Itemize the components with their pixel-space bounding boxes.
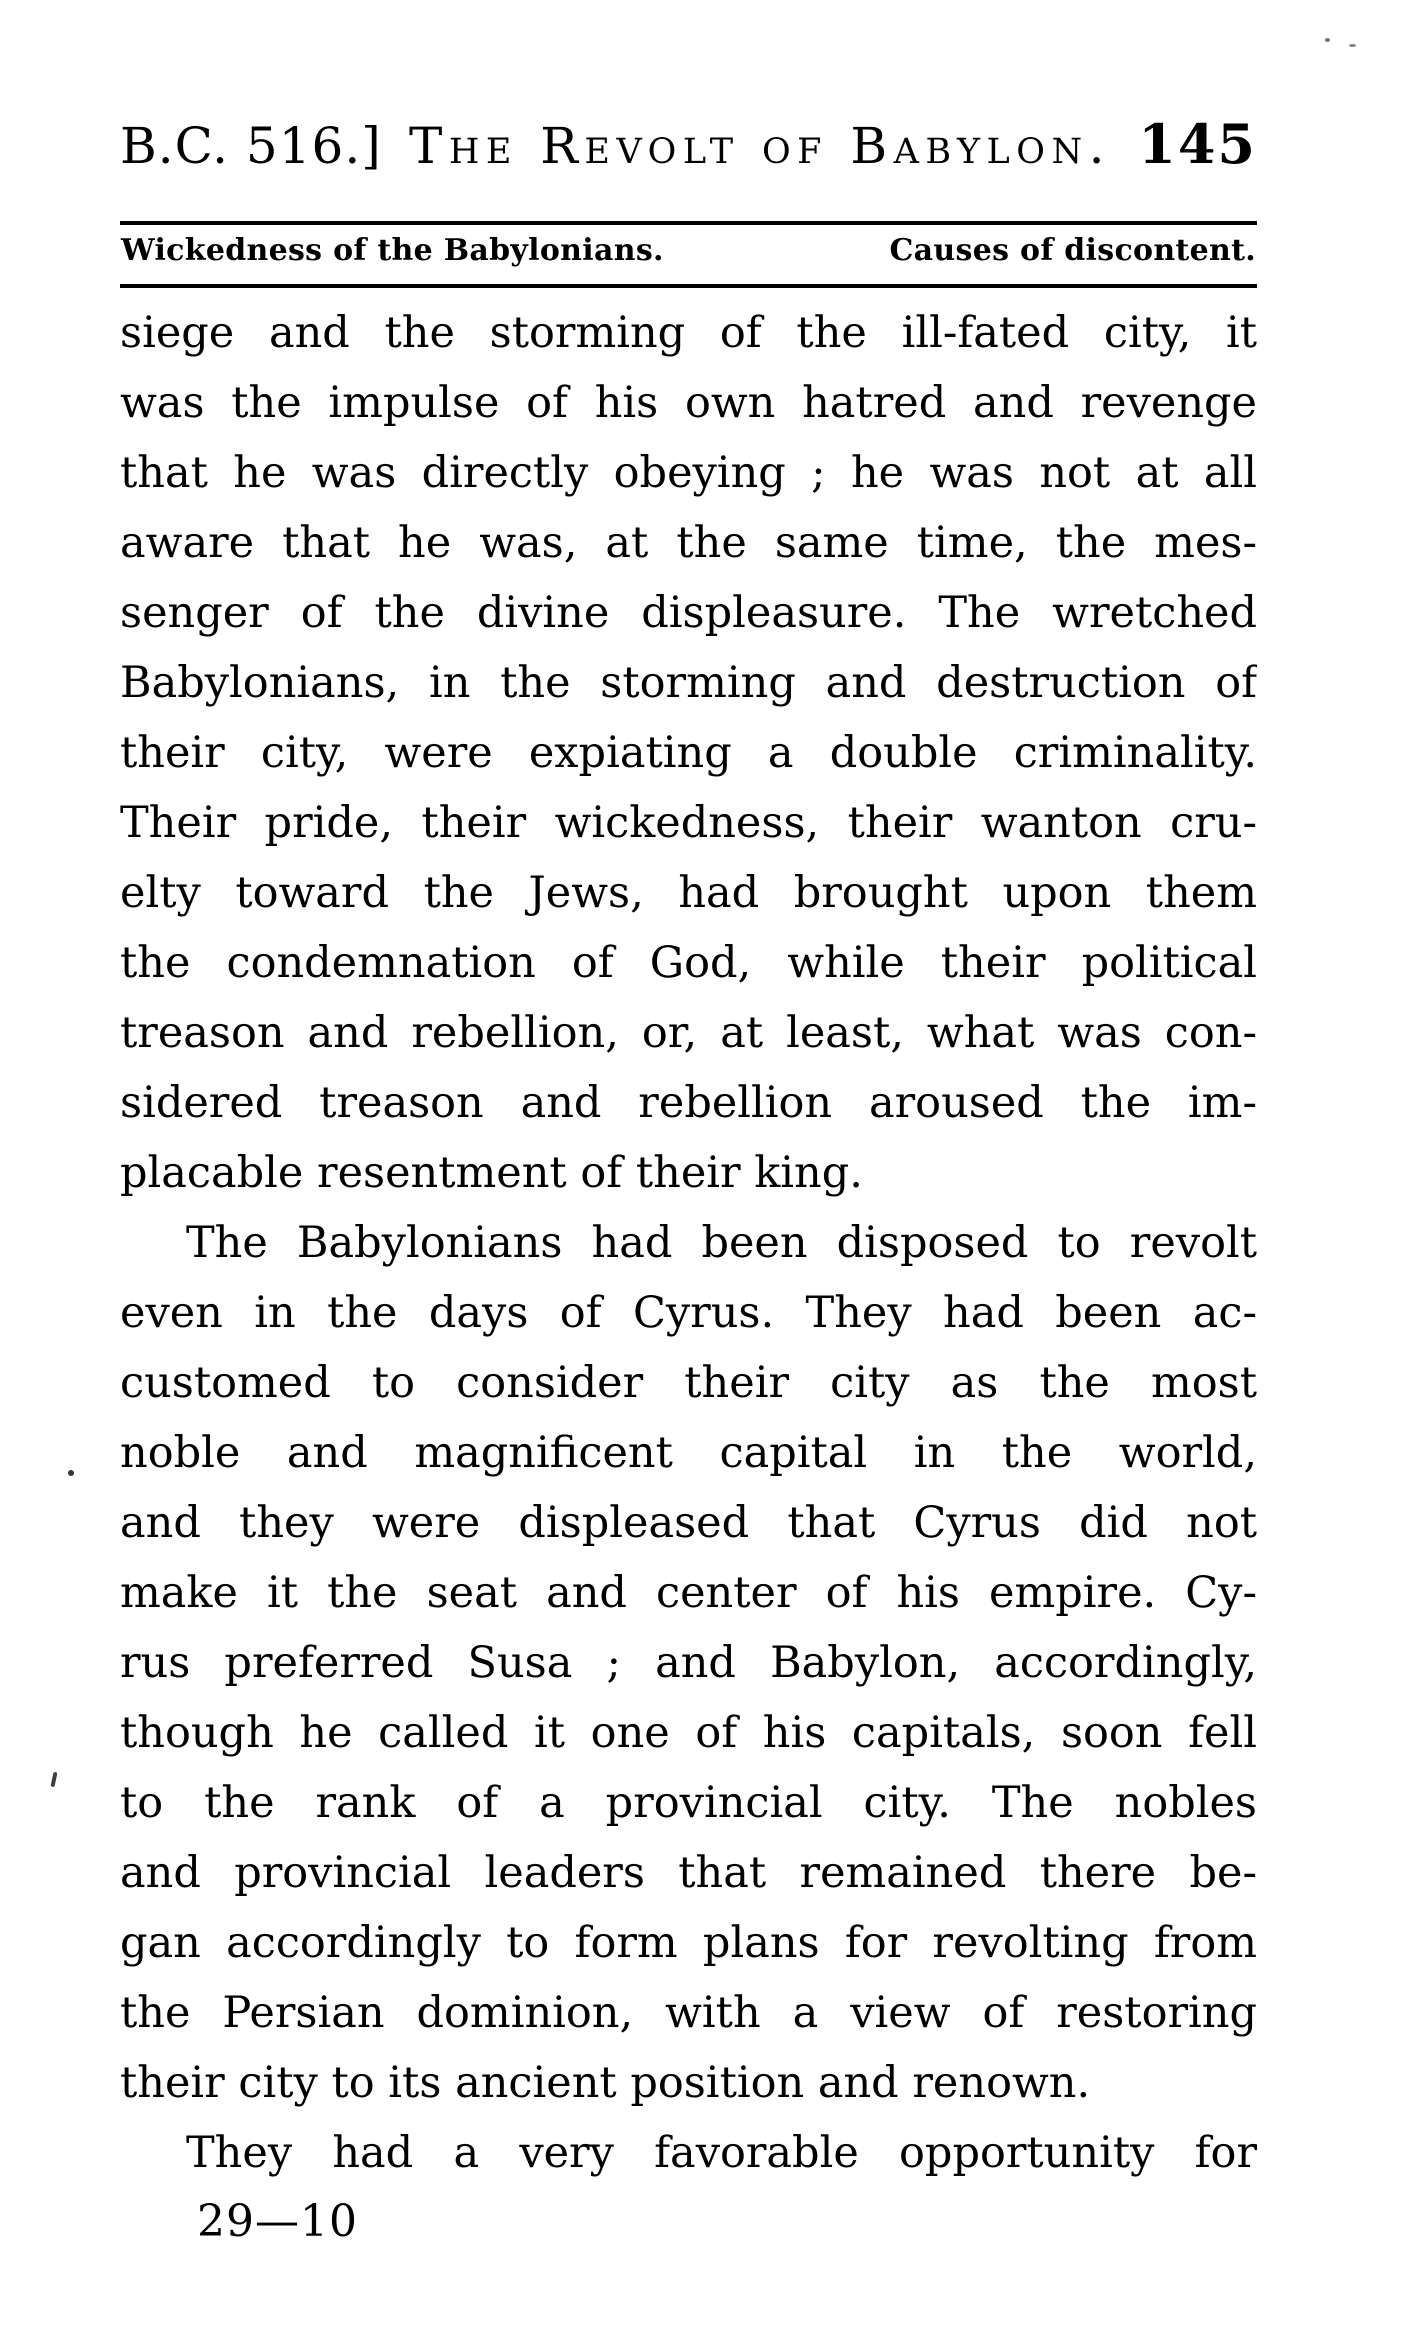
page-number: 145: [1138, 112, 1257, 176]
running-head-left: Wickedness of the Babylonians.: [121, 233, 664, 268]
text-line: the condemnation of God, while their political: [120, 938, 1257, 988]
body-text: [120, 298, 1257, 2188]
text-line: gan accordingly to form plans for revolting from: [120, 1918, 1257, 1968]
text-line: and provincial leaders that remained there be-: [120, 1848, 1257, 1898]
text-line: They had a very favorable opportunity for: [186, 2128, 1257, 2178]
text-line: the Persian dominion, with a view of restoring: [120, 1988, 1257, 2038]
scan-speck: [1325, 38, 1330, 42]
text-line: that he was directly obeying ; he was not at all: [120, 448, 1257, 498]
text-line: was the impulse of his own hatred and revenge: [120, 378, 1257, 428]
chapter-title: The Revolt of Babylon.: [408, 117, 1112, 175]
scan-speck: [68, 1470, 74, 1476]
text-line: noble and magnificent capital in the world,: [120, 1428, 1257, 1478]
era-label: B.C. 516.]: [120, 117, 382, 175]
text-line: even in the days of Cyrus. They had been ac-: [120, 1288, 1257, 1338]
text-line: their city, were expiating a double criminality.: [120, 728, 1257, 778]
text-line: treason and rebellion, or, at least, what was con-: [120, 1008, 1257, 1058]
text-line: Babylonians, in the storming and destruction of: [120, 658, 1257, 708]
signature-mark: 29—10: [197, 2196, 358, 2247]
running-heads: [121, 233, 1256, 268]
text-line: aware that he was, at the same time, the mes-: [120, 518, 1257, 568]
text-line: their city to its ancient position and renown.: [120, 2058, 1091, 2108]
text-line: The Babylonians had been disposed to revolt: [186, 1218, 1257, 1268]
text-line: customed to consider their city as the most: [120, 1358, 1257, 1408]
text-line: rus preferred Susa ; and Babylon, accordingly,: [120, 1638, 1257, 1688]
text-line: and they were displeased that Cyrus did not: [120, 1498, 1257, 1548]
text-line: siege and the storming of the ill-fated city, it: [120, 308, 1257, 358]
running-head-right: Causes of discontent.: [889, 233, 1256, 268]
scan-speck: [1349, 44, 1356, 47]
text-line: placable resentment of their king.: [120, 1148, 863, 1198]
text-line: elty toward the Jews, had brought upon them: [120, 868, 1257, 918]
divider-rule-top: [120, 221, 1257, 225]
text-line: make it the seat and center of his empire. Cy-: [120, 1568, 1257, 1618]
scan-speck: [50, 1772, 57, 1788]
page-header: [120, 112, 1257, 176]
divider-rule-bottom: [120, 284, 1257, 288]
text-line: Their pride, their wickedness, their wanton cru-: [120, 798, 1257, 848]
text-line: to the rank of a provincial city. The nobles: [120, 1778, 1257, 1828]
text-line: sidered treason and rebellion aroused the im-: [120, 1078, 1257, 1128]
text-line: senger of the divine displeasure. The wretched: [120, 588, 1257, 638]
text-line: though he called it one of his capitals, soon fell: [120, 1708, 1257, 1758]
